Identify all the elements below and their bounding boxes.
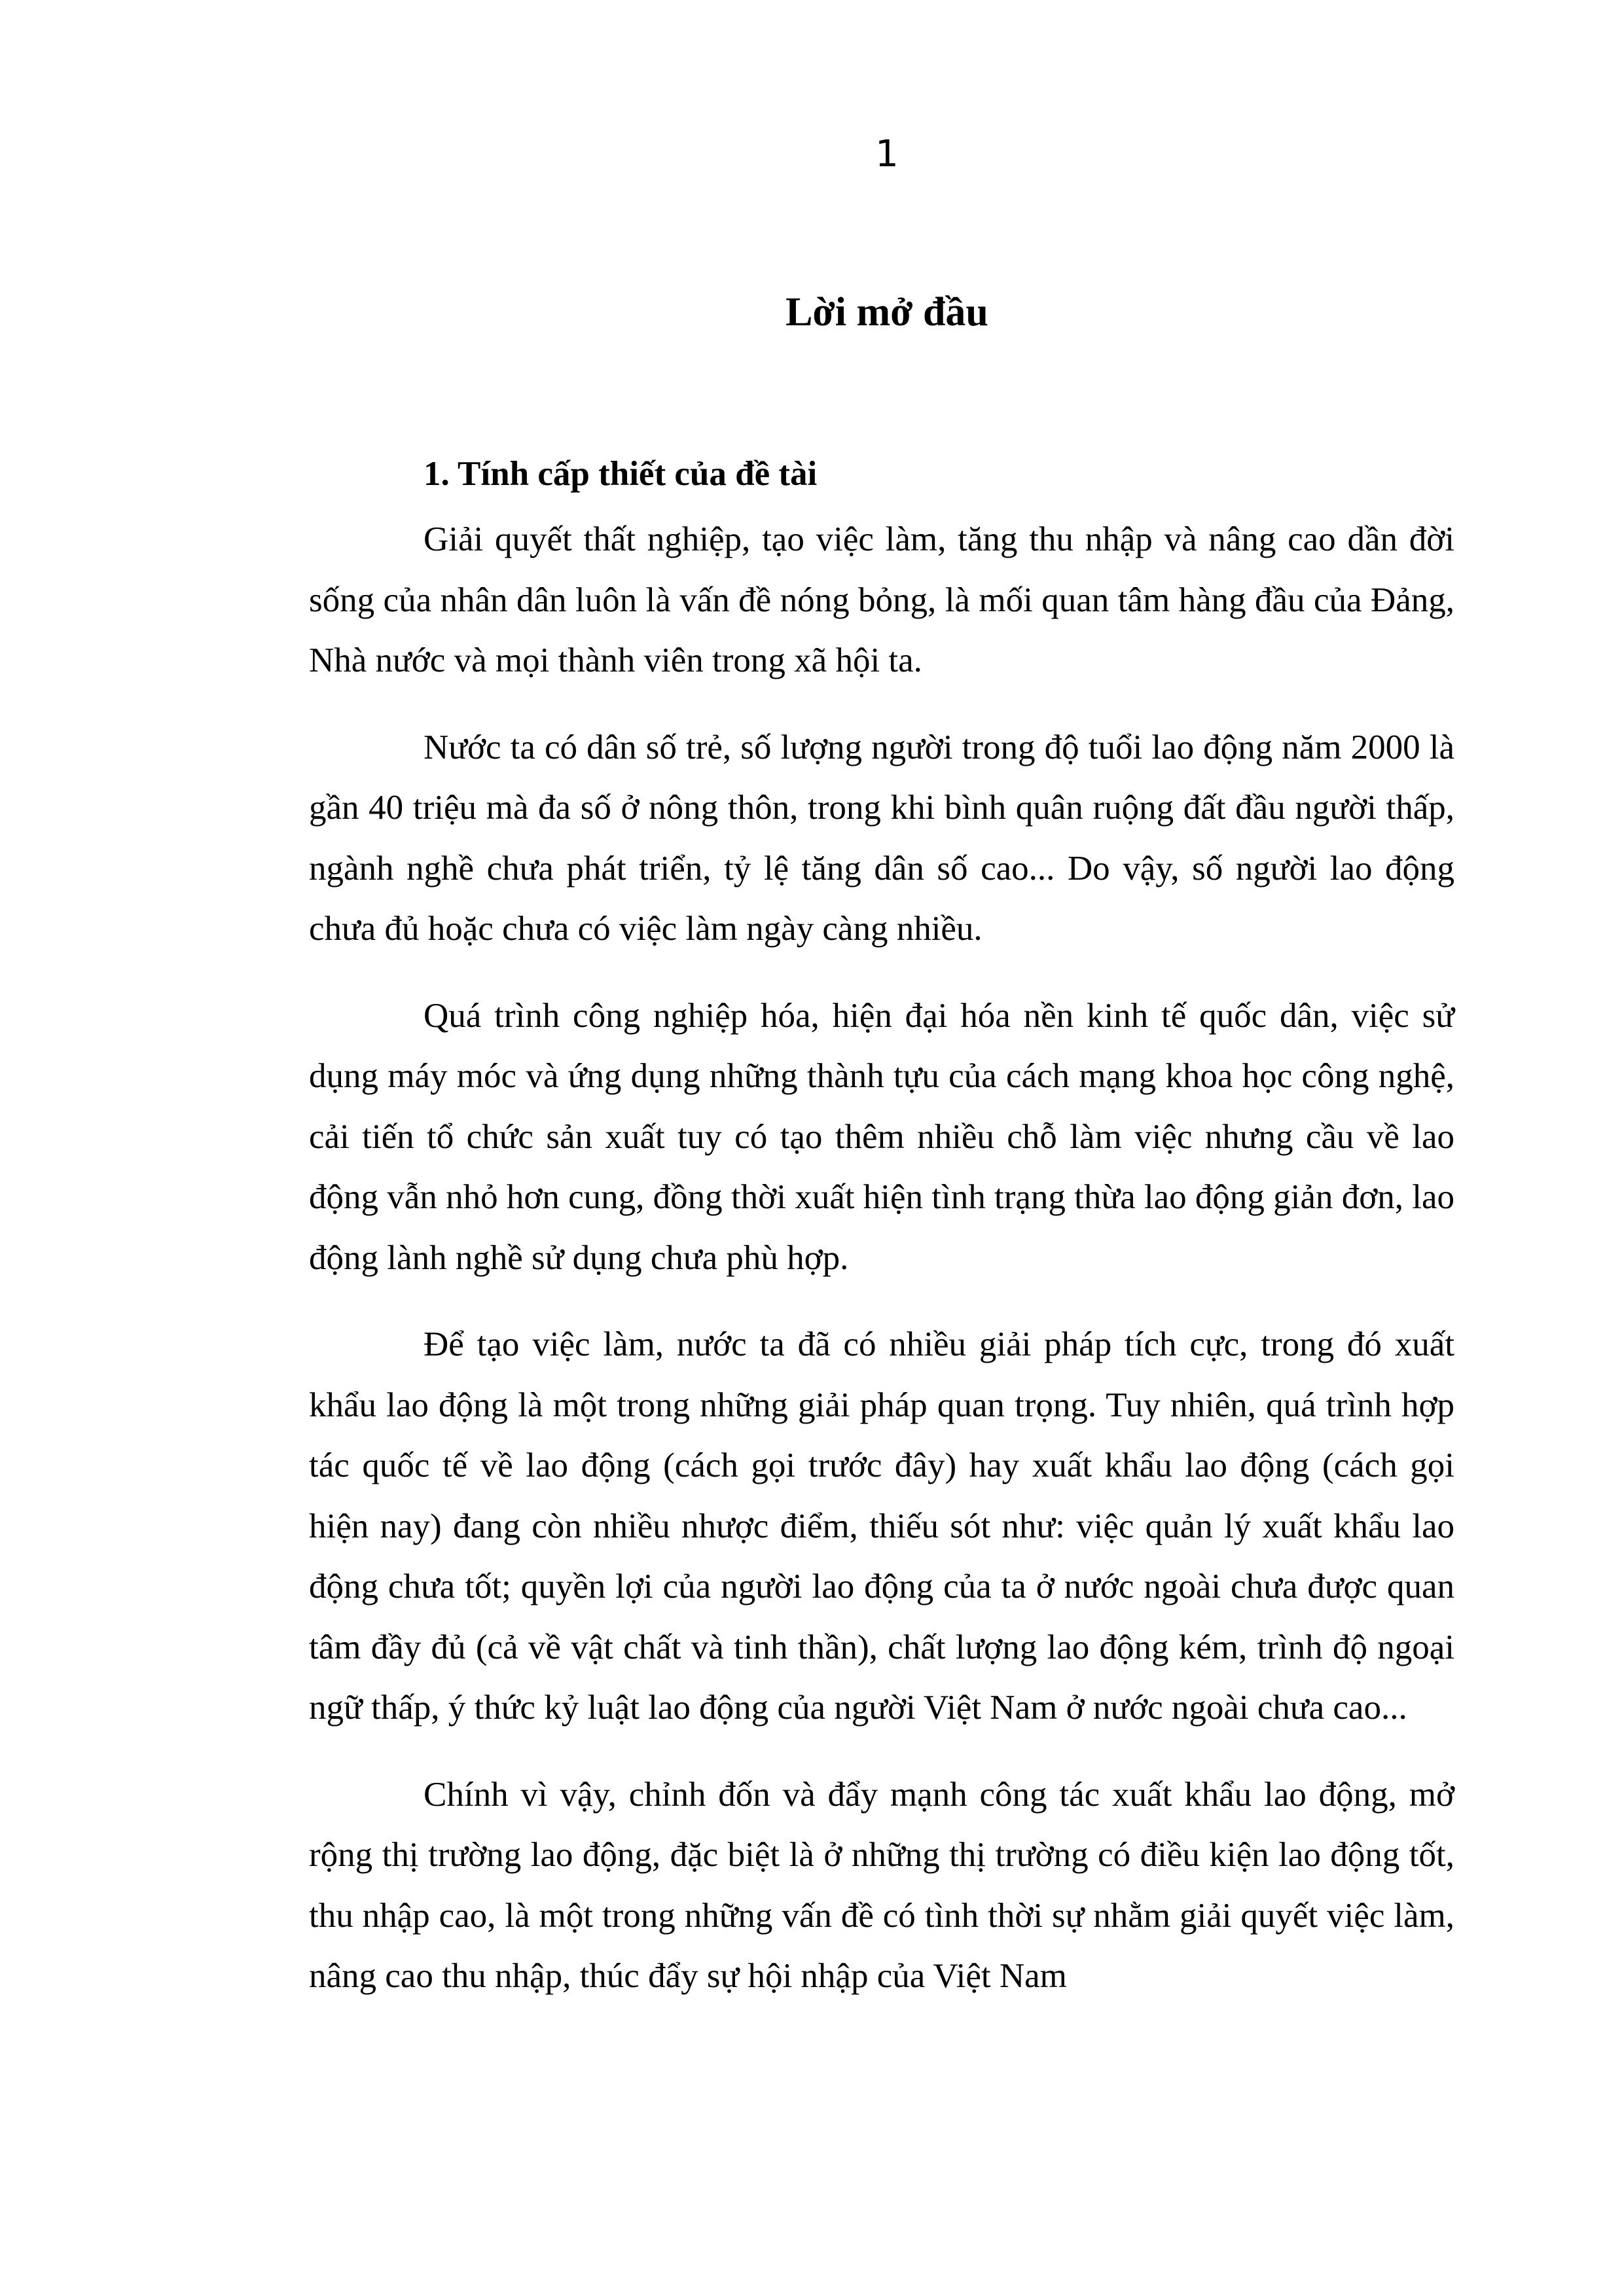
section-heading: 1. Tính cấp thiết của đề tài	[424, 455, 818, 493]
paragraph-5: Chính vì vậy, chỉnh đốn và đẩy mạnh công tác xuất khẩu lao động, mở rộng thị trường lao động, đặc biệt là ở những thị trường có điều kiện lao động tốt, thu nhập cao, là một trong những vấn đề có tình thời sự nhằm giải quyết việc làm, nâng cao thu nhập, thúc đẩy sự hội nhập của Việt Nam	[309, 1775, 1454, 1995]
paragraph-1: Giải quyết thất nghiệp, tạo việc làm, tăng thu nhập và nâng cao dần đời sống của nhân dân luôn là vấn đề nóng bỏng, là mối quan tâm hàng đầu của Đảng, Nhà nước và mọi thành viên trong xã hội ta.	[309, 520, 1454, 679]
paragraph-4: Để tạo việc làm, nước ta đã có nhiều giải pháp tích cực, trong đó xuất khẩu lao động là một trong những giải pháp quan trọng. Tuy nhiên, quá trình hợp tác quốc tế về lao động (cách gọi trước đây) hay xuất khẩu lao động (cách gọi hiện nay) đang còn nhiều nhược điểm, thiếu sót như: việc quản lý xuất khẩu lao động chưa tốt; quyền lợi của người lao động của ta ở nước ngoài chưa được quan tâm đầy đủ (cả về vật chất và tinh thần), chất lượng lao động kém, trình độ ngoại ngữ thấp, ý thức kỷ luật lao động của người Việt Nam ở nước ngoài chưa cao...	[309, 1325, 1454, 1727]
page-title: Lời mở đầu	[785, 290, 988, 334]
document-body	[309, 444, 1454, 2033]
page-number: 1	[875, 133, 899, 175]
paragraph-3: Quá trình công nghiệp hóa, hiện đại hóa nền kinh tế quốc dân, việc sử dụng máy móc và ứng dụng những thành tựu của cách mạng khoa học công nghệ, cải tiến tổ chức sản xuất tuy có tạo thêm nhiều chỗ làm việc nhưng cầu về lao động vẫn nhỏ hơn cung, đồng thời xuất hiện tình trạng thừa lao động giản đơn, lao động lành nghề sử dụng chưa phù hợp.	[309, 996, 1454, 1277]
paragraph-2: Nước ta có dân số trẻ, số lượng người trong độ tuổi lao động năm 2000 là gần 40 triệu mà đa số ở nông thôn, trong khi bình quân ruộng đất đầu người thấp, ngành nghề chưa phát triển, tỷ lệ tăng dân số cao... Do vậy, số người lao động chưa đủ hoặc chưa có việc làm ngày càng nhiều.	[309, 728, 1454, 948]
